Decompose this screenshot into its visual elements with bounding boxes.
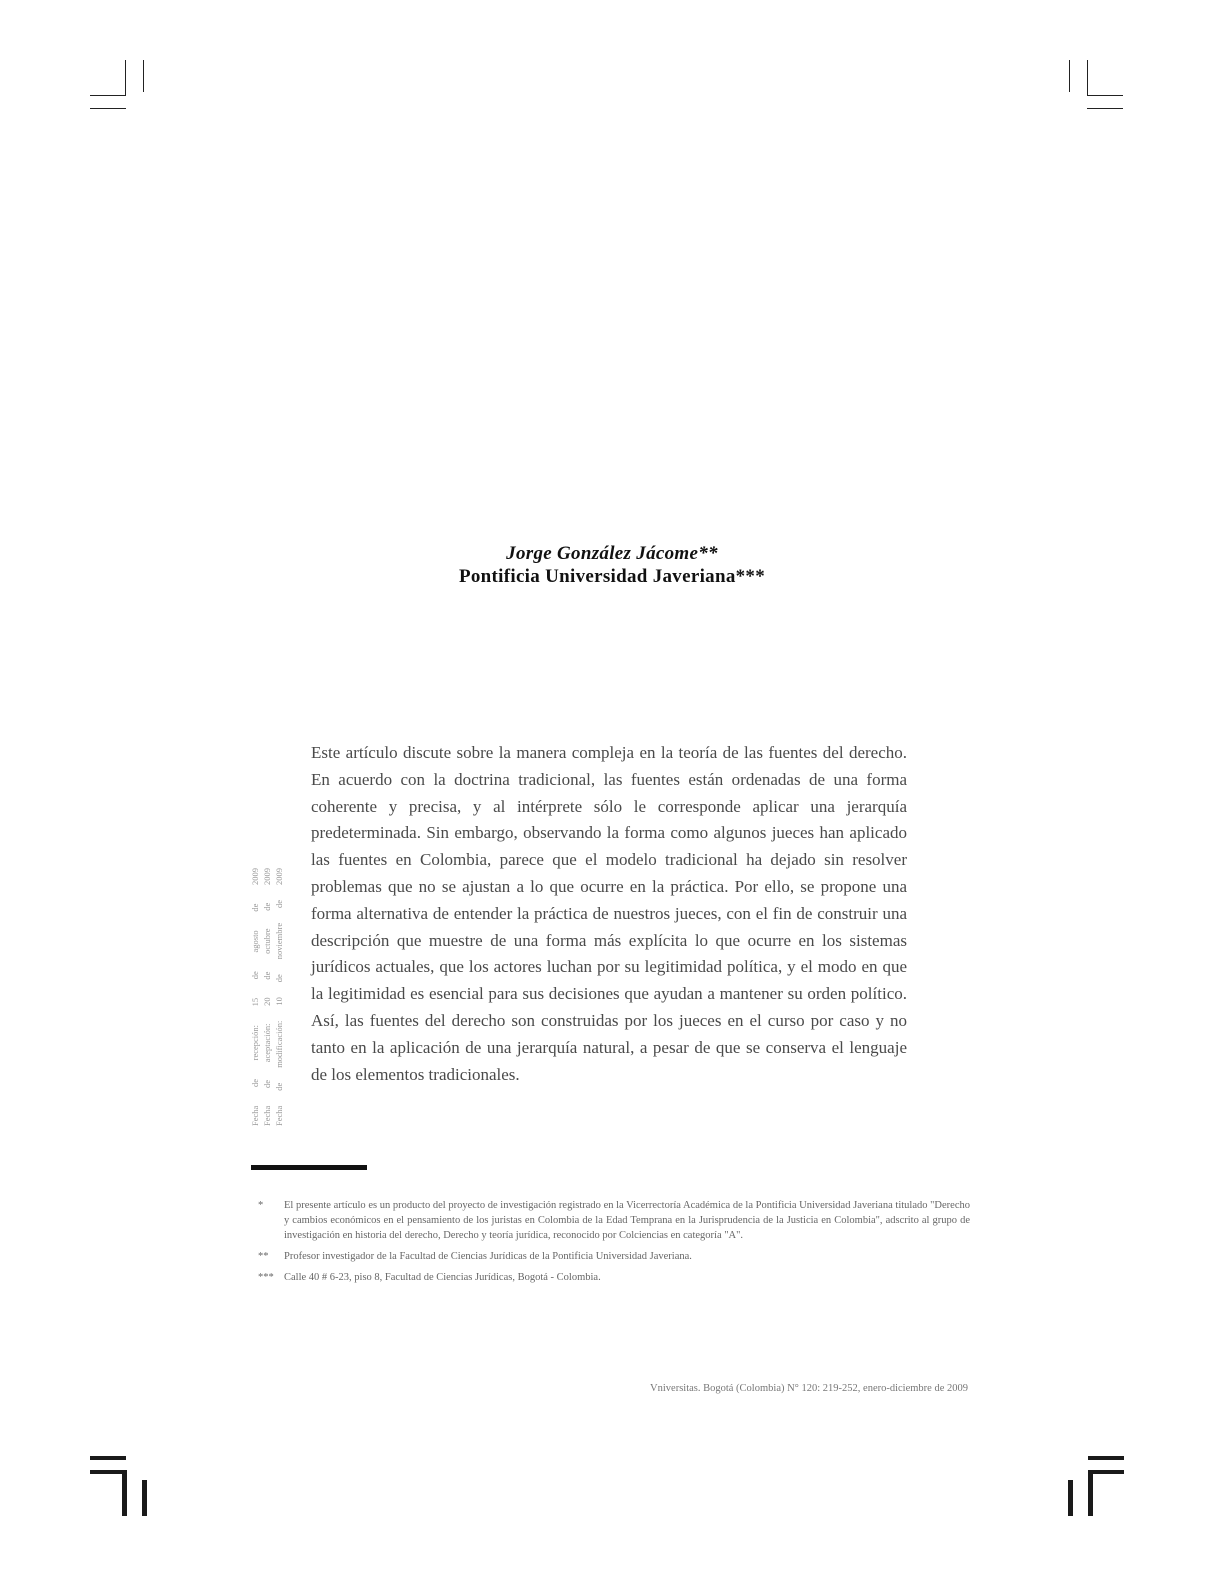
crop-mark-bottom-left-h: [90, 1456, 126, 1460]
crop-mark-top-left-h2: [90, 108, 126, 109]
footnote: [258, 1249, 970, 1264]
crop-mark-top-right-v2: [1087, 60, 1088, 95]
footnote: [258, 1198, 970, 1243]
footnote-text: Profesor investigador de la Facultad de Ciencias Jurídicas de la Pontificia Universidad Javeriana.: [284, 1251, 692, 1262]
crop-mark-bottom-left-h2: [90, 1470, 126, 1474]
footnotes: [258, 1198, 970, 1291]
footnote-mark: ***: [258, 1272, 274, 1283]
crop-mark-bottom-right-h: [1088, 1456, 1124, 1460]
crop-mark-top-left-h: [90, 95, 126, 96]
crop-mark-bottom-right-v2: [1088, 1470, 1093, 1516]
vertical-meta-line: Fecha de aceptación: 20 de octubre de 2009: [262, 868, 272, 1126]
abstract-paragraph: Este artículo discute sobre la manera compleja en la teoría de las fuentes del derecho. En acuerdo con la doctrina tradicional, las fuentes están ordenadas de una forma coherente y precisa, y al intérprete sólo le corresponde aplicar una jerarquía predeterminada. Sin embargo, observando la forma como algunos jueces han aplicado las fuentes en Colombia, parece que el modelo tradicional ha dejado sin resolver problemas que no se ajustan a lo que ocurre en la práctica. Por ello, se propone una forma alternativa de entender la práctica de nuestros jueces, con el fin de construir una descripción que muestre de una forma más explícita lo que ocurre en los sistemas jurídicos actuales, que los actores luchan por su legitimidad política, y el modo en que la legitimidad es esencial para sus decisiones que ayudan a mantener su orden político. Así, las fuentes del derecho son construidas por los jueces en el curso por caso y no tanto en la aplicación de una jerarquía natural, a pesar de que se conserva el lenguaje de los elementos tradicionales.: [311, 743, 907, 1084]
vertical-meta-line: Fecha de recepción: 15 de agosto de 2009: [250, 868, 260, 1126]
vertical-meta-line: Fecha de modificación: 10 de noviembre de 2009: [274, 868, 284, 1126]
crop-mark-bottom-right-h2: [1088, 1470, 1124, 1474]
vertical-meta: [246, 868, 284, 1126]
author-block: [0, 542, 1224, 588]
crop-mark-bottom-right-v: [1068, 1480, 1073, 1516]
crop-mark-bottom-left-v: [122, 1470, 127, 1516]
footnote-text: El presente artículo es un producto del proyecto de investigación registrado en la Vicerrectoría Académica de la Pontificia Universidad Javeriana titulado "Derecho y cambios económicos en el pensamiento de los juristas en Colombia de la Edad Temprana en la Jurisprudencia de la Justicia en Colombia", adscrito al grupo de investigación en historia del derecho, Derecho y teoría jurídica, reconocido por Colciencias en categoría "A".: [284, 1200, 970, 1241]
footnote-mark: **: [258, 1251, 269, 1262]
crop-mark-top-right-h: [1087, 95, 1123, 96]
footnote: [258, 1270, 970, 1285]
author-affiliation: Pontificia Universidad Javeriana***: [458, 566, 766, 587]
journal-citation: Vniversitas. Bogotá (Colombia) N° 120: 219-252, enero-diciembre de 2009: [650, 1383, 968, 1394]
author-name: Jorge González Jácome**: [506, 543, 718, 564]
crop-mark-bottom-left-v2: [142, 1480, 147, 1516]
crop-mark-top-right-v: [1069, 60, 1070, 92]
crop-mark-top-left-v: [125, 60, 126, 95]
footnote-text: Calle 40 # 6-23, piso 8, Facultad de Ciencias Jurídicas, Bogotá - Colombia.: [284, 1272, 601, 1283]
crop-mark-top-right-h2: [1087, 108, 1123, 109]
footnote-separator: [251, 1165, 367, 1170]
crop-mark-top-left-v2: [143, 60, 144, 92]
footnote-mark: *: [258, 1200, 264, 1211]
